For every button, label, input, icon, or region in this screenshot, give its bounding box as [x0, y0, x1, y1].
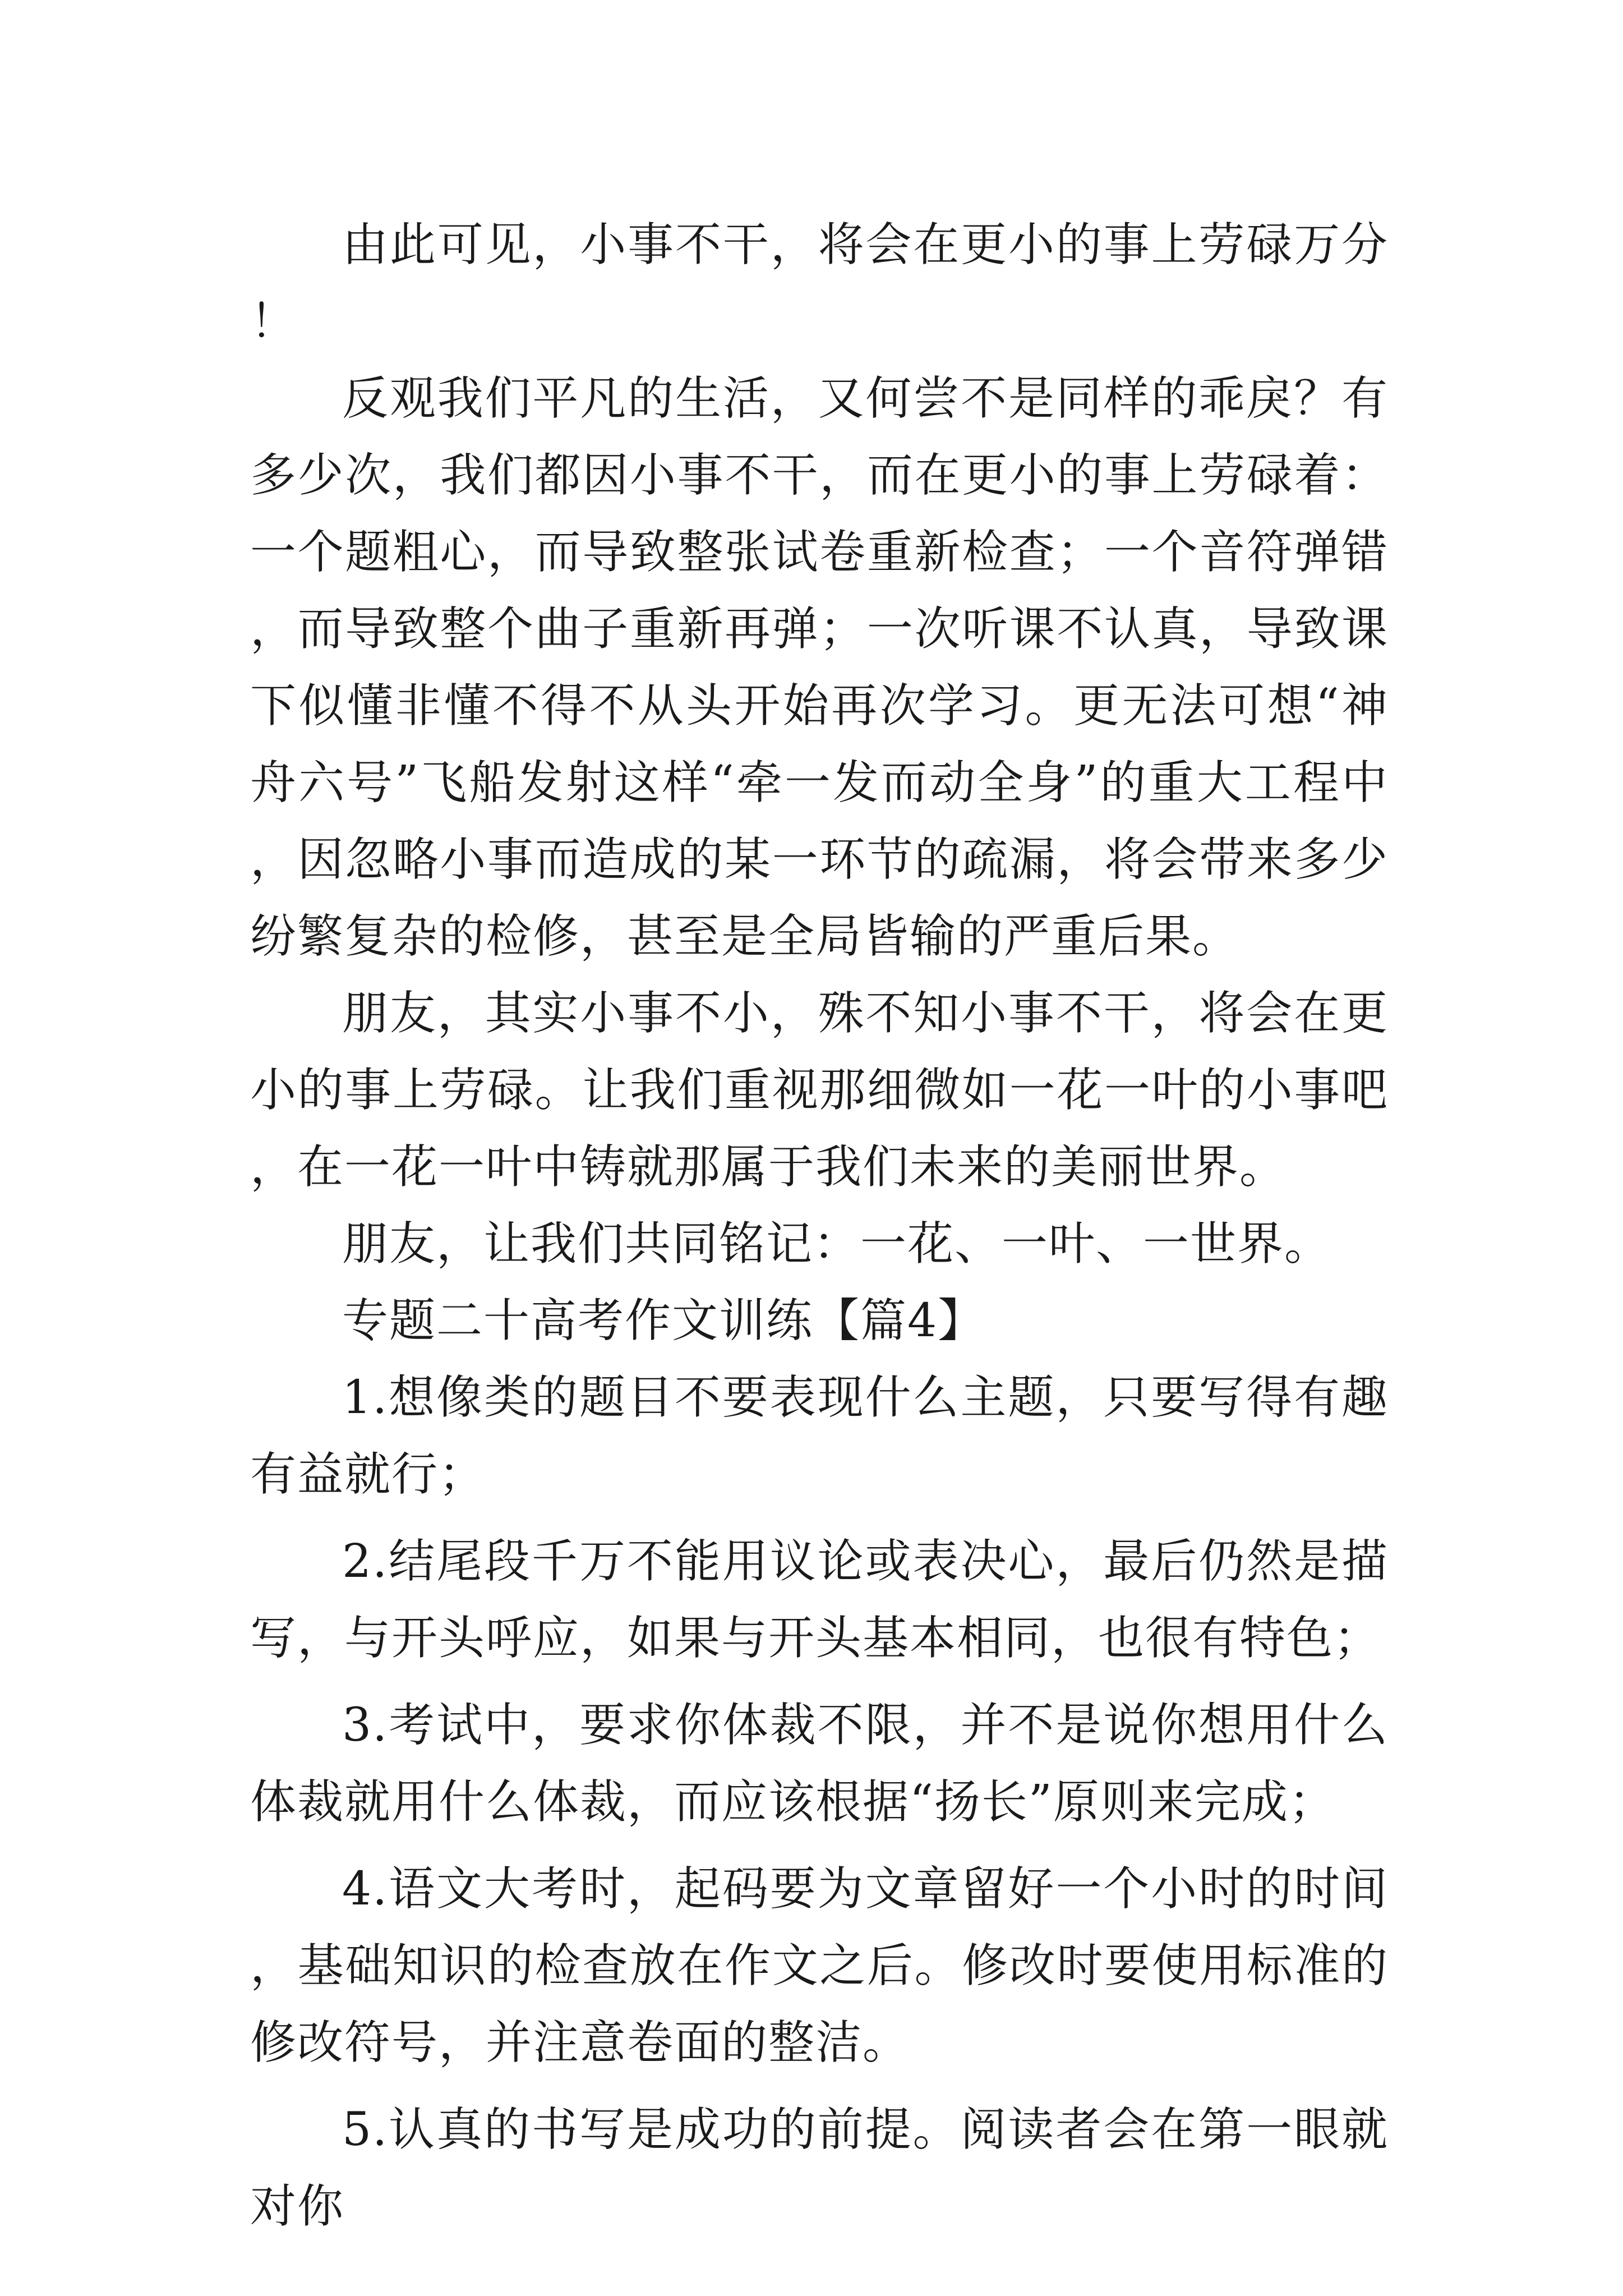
- paragraph-2: 反观我们平凡的生活，又何尝不是同样的乖戾？有多少次，我们都因小事不干，而在更小的事上劳碌着：一个题粗心，而导致整张试卷重新检查；一个音符弹错，而导致整个曲子重新再弹；一次听课不认真，导致课下似懂非懂不得不从头开始再次学习。更无法可想“神舟六号”飞船发射这样“牵一发而动全身”的重大工程中，因忽略小事而造成的某一环节的疏漏，将会带来多少纷繁复杂的检修，甚至是全局皆输的严重后果。: [250, 372, 1389, 963]
- document-body: [250, 206, 1389, 2245]
- list-item-5: 5.认真的书写是成功的前提。阅读者会在第一眼就对你: [250, 2103, 1389, 2233]
- section-heading: 专题二十高考作文训练【篇4】: [342, 1294, 985, 1347]
- list-item-4: 4.语文大考时，起码要为文章留好一个小时的时间，基础知识的检查放在作文之后。修改时要使用标准的修改符号，并注意卷面的整洁。: [250, 1862, 1389, 2069]
- list-item-3: 3.考试中，要求你体裁不限，并不是说你想用什么体裁就用什么体裁，而应该根据“扬长”原则来完成；: [250, 1699, 1389, 1829]
- paragraph-4: 朋友，让我们共同铭记：一花、一叶、一世界。: [342, 1217, 1332, 1271]
- paragraph-1: 由此可见，小事不干，将会在更小的事上劳碌万分！: [250, 218, 1389, 348]
- list-item-1: 1.想像类的题目不要表现什么主题，只要写得有趣有益就行；: [250, 1371, 1389, 1501]
- list-item-2: 2.结尾段千万不能用议论或表决心，最后仍然是描写，与开头呼应，如果与开头基本相同，也很有特色；: [250, 1535, 1389, 1665]
- paragraph-3: 朋友，其实小事不小，殊不知小事不干，将会在更小的事上劳碌。让我们重视那细微如一花一叶的小事吧，在一花一叶中铸就那属于我们未来的美丽世界。: [250, 987, 1389, 1194]
